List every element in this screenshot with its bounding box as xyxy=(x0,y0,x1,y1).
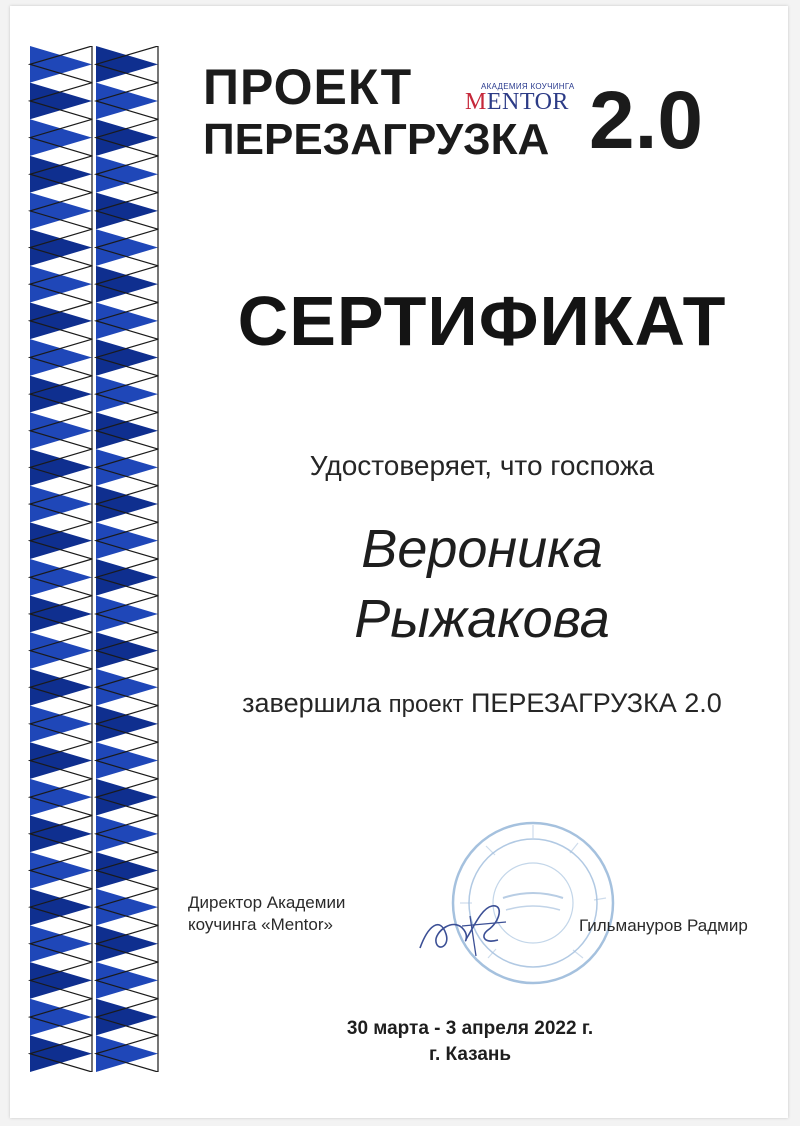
certificate-title: СЕРТИФИКАТ xyxy=(237,282,727,360)
recipient-name xyxy=(202,514,762,654)
blue-triangle xyxy=(30,962,92,999)
header xyxy=(203,59,763,182)
completion-middle: проект xyxy=(388,691,464,718)
blue-triangle xyxy=(96,339,158,376)
blue-triangle xyxy=(30,303,92,340)
blue-triangle xyxy=(30,193,92,230)
blue-triangle xyxy=(30,669,92,706)
blue-triangle xyxy=(96,119,158,156)
blue-triangle xyxy=(30,816,92,853)
blue-triangle xyxy=(30,999,92,1036)
recipient-first-name: Вероника xyxy=(361,519,603,579)
blue-triangle xyxy=(96,522,158,559)
blue-triangle xyxy=(96,889,158,926)
blue-triangle xyxy=(30,486,92,523)
blue-triangle xyxy=(30,412,92,449)
blue-triangle xyxy=(30,632,92,669)
blue-triangle xyxy=(96,706,158,743)
blue-triangle xyxy=(30,889,92,926)
blue-triangle xyxy=(96,412,158,449)
blue-triangle xyxy=(96,156,158,193)
blue-triangle xyxy=(30,852,92,889)
blue-triangle xyxy=(96,962,158,999)
blue-triangle xyxy=(30,266,92,303)
signatory-title xyxy=(188,892,345,936)
blue-triangle xyxy=(30,449,92,486)
event-dates: 30 марта - 3 апреля 2022 г. xyxy=(346,1018,594,1039)
logo-small-text: АКАДЕМИЯ КОУЧИНГА xyxy=(481,82,575,91)
signatory-name: Гильмануров Радмир xyxy=(579,916,748,935)
mentor-logo xyxy=(465,82,589,115)
blue-triangle xyxy=(30,559,92,596)
blue-triangle xyxy=(30,706,92,743)
blue-triangle xyxy=(96,449,158,486)
blue-triangle xyxy=(30,83,92,120)
blue-triangle xyxy=(30,339,92,376)
blue-triangle xyxy=(30,229,92,266)
signatory-title-line-1: Директор Академии xyxy=(188,893,346,912)
blue-triangle xyxy=(30,1035,92,1072)
completion-text xyxy=(202,688,762,719)
event-city: г. Казань xyxy=(428,1044,512,1065)
blue-triangle xyxy=(96,83,158,120)
completion-prefix: завершила xyxy=(242,688,382,718)
blue-triangle xyxy=(30,596,92,633)
blue-triangle xyxy=(96,486,158,523)
blue-triangle xyxy=(96,816,158,853)
blue-triangle xyxy=(96,1035,158,1072)
signatory-title-line-2: коучинга «Mentor» xyxy=(188,915,333,934)
header-line-1: ПРОЕКТ xyxy=(203,59,413,115)
blue-triangle xyxy=(30,522,92,559)
blue-triangle xyxy=(96,632,158,669)
blue-triangle xyxy=(96,46,158,83)
blue-triangle xyxy=(96,925,158,962)
triangle-ornament-strip xyxy=(28,46,160,1072)
blue-triangle xyxy=(30,119,92,156)
blue-triangle xyxy=(96,193,158,230)
footer xyxy=(250,1016,690,1068)
blue-triangle xyxy=(96,596,158,633)
completion-program: ПЕРЕЗАГРУЗКА 2.0 xyxy=(470,688,722,718)
blue-triangle xyxy=(96,303,158,340)
blue-triangle xyxy=(30,779,92,816)
blue-triangle xyxy=(96,266,158,303)
header-line-2: ПЕРЕЗАГРУЗКА xyxy=(203,115,550,164)
blue-triangle xyxy=(30,156,92,193)
blue-triangle xyxy=(30,742,92,779)
recipient-last-name: Рыжакова xyxy=(354,589,610,649)
blue-triangle xyxy=(96,669,158,706)
handwritten-signature xyxy=(410,886,520,966)
certificate-sheet xyxy=(10,6,788,1118)
blue-triangle xyxy=(30,46,92,83)
blue-triangle xyxy=(96,559,158,596)
logo-brand: MENTOR xyxy=(465,89,569,115)
blue-triangle xyxy=(96,779,158,816)
blue-triangle xyxy=(96,999,158,1036)
header-version: 2.0 xyxy=(589,75,703,166)
blue-triangle xyxy=(96,376,158,413)
blue-triangle xyxy=(96,742,158,779)
blue-triangle xyxy=(96,229,158,266)
blue-triangle xyxy=(30,925,92,962)
blue-triangle xyxy=(96,852,158,889)
intro-text: Удостоверяет, что госпожа xyxy=(309,450,655,481)
blue-triangle xyxy=(30,376,92,413)
